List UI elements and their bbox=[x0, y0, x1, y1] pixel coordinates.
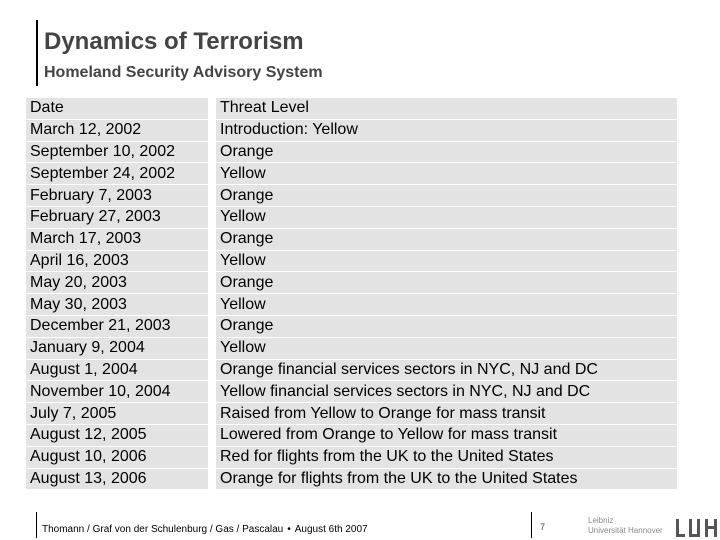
date-cell: March 12, 2002 bbox=[26, 120, 208, 142]
table-row bbox=[26, 120, 677, 142]
threat-level-cell: Orange for flights from the UK to the United States bbox=[208, 469, 677, 491]
date-cell: December 21, 2003 bbox=[26, 316, 208, 338]
table-row bbox=[26, 163, 677, 185]
date-cell: September 24, 2002 bbox=[26, 163, 208, 185]
header-date: Date bbox=[26, 98, 208, 120]
table-row bbox=[26, 251, 677, 273]
date-cell: August 13, 2006 bbox=[26, 469, 208, 491]
threat-level-cell: Yellow bbox=[208, 294, 677, 316]
date-cell: February 27, 2003 bbox=[26, 207, 208, 229]
threat-level-cell: Yellow bbox=[208, 207, 677, 229]
date-cell: February 7, 2003 bbox=[26, 185, 208, 207]
date-cell: March 17, 2003 bbox=[26, 229, 208, 251]
title-accent-bar bbox=[36, 20, 38, 86]
header-threat-level: Threat Level bbox=[208, 98, 677, 120]
date-cell: January 9, 2004 bbox=[26, 338, 208, 360]
table-row bbox=[26, 469, 677, 491]
date-cell: April 16, 2003 bbox=[26, 251, 208, 273]
threat-level-cell: Orange bbox=[208, 316, 677, 338]
date-cell: May 20, 2003 bbox=[26, 272, 208, 294]
date-cell: August 10, 2006 bbox=[26, 447, 208, 469]
threat-level-cell: Yellow bbox=[208, 163, 677, 185]
date-cell: May 30, 2003 bbox=[26, 294, 208, 316]
table-row bbox=[26, 272, 677, 294]
date-cell: August 12, 2005 bbox=[26, 425, 208, 447]
table-row bbox=[26, 207, 677, 229]
luh-logo-icon bbox=[674, 518, 720, 538]
date-cell: July 7, 2005 bbox=[26, 403, 208, 425]
threat-level-cell: Raised from Yellow to Orange for mass transit bbox=[208, 403, 677, 425]
footer-text bbox=[42, 524, 368, 535]
threat-level-cell: Yellow bbox=[208, 338, 677, 360]
threat-level-cell: Orange bbox=[208, 229, 677, 251]
table-row bbox=[26, 360, 677, 382]
threat-level-cell: Orange bbox=[208, 142, 677, 164]
university-logo bbox=[588, 516, 720, 540]
date-cell: November 10, 2004 bbox=[26, 381, 208, 403]
threat-level-cell: Yellow bbox=[208, 251, 677, 273]
footer-authors: Thomann / Graf von der Schulenburg / Gas / Pascalau bbox=[42, 524, 284, 535]
threat-level-cell: Red for flights from the UK to the United States bbox=[208, 447, 677, 469]
table-row bbox=[26, 381, 677, 403]
threat-level-cell: Lowered from Orange to Yellow for mass transit bbox=[208, 425, 677, 447]
table-row bbox=[26, 338, 677, 360]
threat-level-cell: Orange financial services sectors in NYC, NJ and DC bbox=[208, 360, 677, 382]
table-row bbox=[26, 185, 677, 207]
footer-bullet: • bbox=[287, 524, 291, 535]
page-number: 7 bbox=[540, 522, 546, 532]
footer-accent-bar bbox=[36, 512, 37, 538]
table-row bbox=[26, 294, 677, 316]
table-row bbox=[26, 447, 677, 469]
footer-date: August 6th 2007 bbox=[294, 524, 368, 535]
threat-level-cell: Orange bbox=[208, 272, 677, 294]
table-row bbox=[26, 229, 677, 251]
table-body bbox=[26, 98, 677, 490]
table-row bbox=[26, 425, 677, 447]
date-cell: August 1, 2004 bbox=[26, 360, 208, 382]
table-row bbox=[26, 403, 677, 425]
logo-line-2: Universität Hannover bbox=[588, 526, 663, 535]
table-header-row bbox=[26, 98, 677, 120]
threat-level-cell: Introduction: Yellow bbox=[208, 120, 677, 142]
slide-subtitle: Homeland Security Advisory System bbox=[44, 64, 323, 81]
threat-level-cell: Yellow financial services sectors in NYC, NJ and DC bbox=[208, 381, 677, 403]
table-row bbox=[26, 142, 677, 164]
threat-level-cell: Orange bbox=[208, 185, 677, 207]
table-row bbox=[26, 316, 677, 338]
logo-line-1: Leibniz bbox=[588, 516, 614, 525]
threat-level-table bbox=[26, 98, 677, 490]
page-number-bar bbox=[531, 512, 532, 538]
date-cell: September 10, 2002 bbox=[26, 142, 208, 164]
slide-title: Dynamics of Terrorism bbox=[44, 28, 304, 55]
